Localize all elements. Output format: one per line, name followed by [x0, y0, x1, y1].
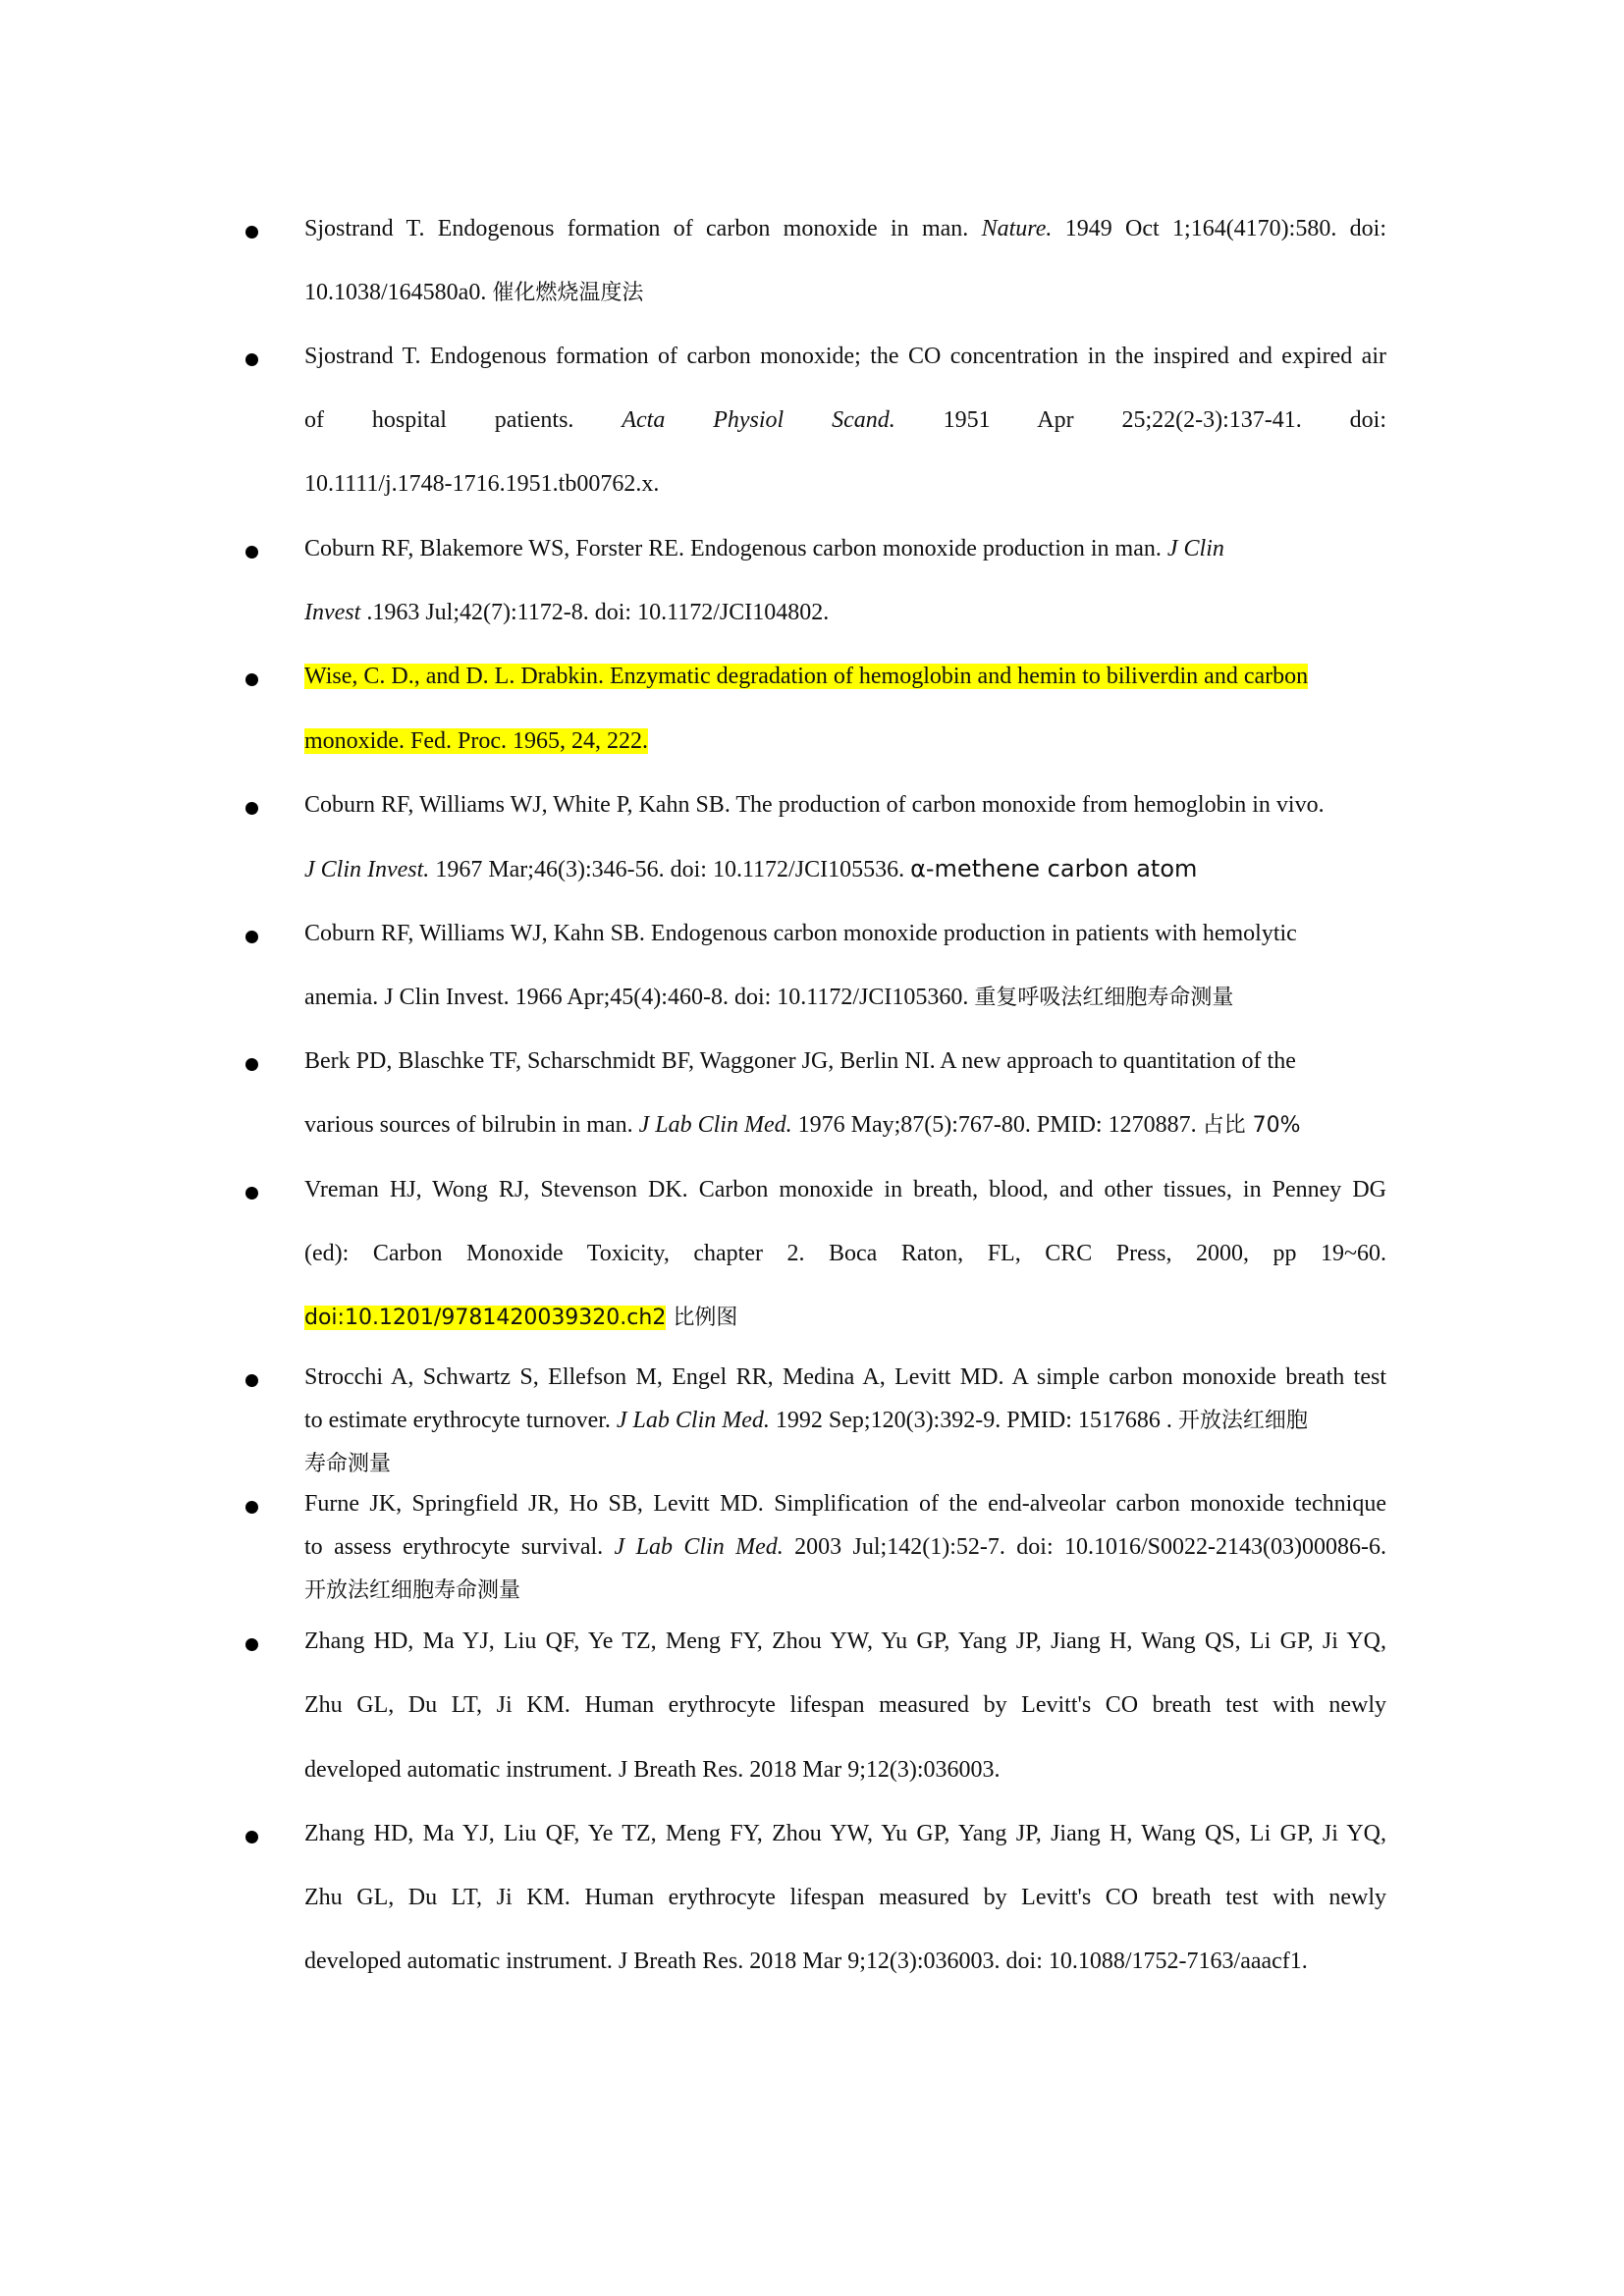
annotation-text: 占比 70% [1202, 1113, 1301, 1138]
reference-line [304, 1627, 1386, 1656]
reference-line [304, 1239, 1386, 1268]
bullet-icon [245, 1058, 258, 1071]
reference-line [304, 1449, 1386, 1479]
reference-line [304, 1947, 1386, 1976]
bullet-icon [245, 931, 258, 943]
reference-text: developed automatic instrument. J Breath Res. 2018 Mar 9;12(3):036003. [304, 1757, 1001, 1783]
reference-text: various sources of bilrubin in man. [304, 1112, 639, 1138]
reference-text: Sjostrand T. Endogenous formation of carbon monoxide; the CO concentration in the inspired and expired air [304, 344, 1386, 369]
reference-line [304, 1690, 1386, 1720]
reference-line [304, 1175, 1386, 1204]
reference-line [304, 983, 1386, 1013]
journal-name: J Lab Clin Med. [614, 1534, 784, 1560]
reference-text: Vreman HJ, Wong RJ, Stevenson DK. Carbon monoxide in breath, blood, and other tissues, in Penney DG [304, 1177, 1386, 1202]
reference-line [304, 854, 1386, 884]
journal-name: Acta Physiol Scand. [622, 407, 895, 433]
reference-text: Zhang HD, Ma YJ, Liu QF, Ye TZ, Meng FY, Zhou YW, Yu GP, Yang JP, Jiang H, Wang QS, Li GP, Ji YQ, [304, 1629, 1386, 1654]
reference-line [304, 1489, 1386, 1519]
reference-text: Zhu GL, Du LT, Ji KM. Human erythrocyte lifespan measured by Levitt's CO breath test with newly [304, 1692, 1386, 1718]
annotation-text: 开放法红细胞寿命测量 [304, 1578, 521, 1603]
journal-name: Nature. [981, 216, 1053, 241]
reference-text: 1949 Oct 1;164(4170):580. doi: [1052, 216, 1387, 241]
annotation-text: 寿命测量 [304, 1452, 392, 1476]
reference-line [304, 726, 1386, 756]
reference-text: monoxide. Fed. Proc. 1965, 24, 222. [304, 728, 648, 754]
bullet-icon [245, 546, 258, 559]
annotation-text: 重复呼吸法红细胞寿命测量 [974, 986, 1234, 1010]
annotation-text: 比例图 [666, 1306, 738, 1330]
reference-text: 1967 Mar;46(3):346-56. doi: 10.1172/JCI105536. [429, 857, 911, 882]
annotation-text: doi:10.1201/9781420039320.ch2 [304, 1306, 667, 1330]
annotation-text: 催化燃烧温度法 [492, 281, 644, 305]
reference-text: 2003 Jul;142(1):52-7. doi: 10.1016/S0022-2143(03)00086-6. [783, 1534, 1386, 1560]
reference-line [304, 405, 1386, 435]
reference-text: Wise, C. D., and D. L. Drabkin. Enzymatic degradation of hemoglobin and hemin to biliverdin and carbon [304, 664, 1309, 689]
journal-name: J Clin Invest. [304, 857, 430, 882]
reference-text: Sjostrand T. Endogenous formation of carbon monoxide in man. [304, 216, 982, 241]
reference-text: Zhu GL, Du LT, Ji KM. Human erythrocyte lifespan measured by Levitt's CO breath test with newly [304, 1885, 1386, 1910]
reference-text: to assess erythrocyte survival. [304, 1534, 615, 1560]
bullet-icon [245, 673, 258, 686]
reference-line [304, 1362, 1386, 1392]
reference-line [304, 1406, 1386, 1436]
reference-line [304, 1303, 1386, 1333]
bullet-icon [245, 802, 258, 815]
journal-name: J Clin [1166, 536, 1224, 561]
reference-text: Coburn RF, Williams WJ, White P, Kahn SB. The production of carbon monoxide from hemoglobin in vivo. [304, 792, 1325, 818]
bullet-icon [245, 1638, 258, 1651]
reference-text: (ed): Carbon Monoxide Toxicity, chapter 2. Boca Raton, FL, CRC Press, 2000, pp 19~60. [304, 1241, 1386, 1266]
reference-line [304, 662, 1386, 691]
bullet-icon [245, 353, 258, 366]
bullet-icon [245, 1374, 258, 1387]
reference-text: Strocchi A, Schwartz S, Ellefson M, Engel RR, Medina A, Levitt MD. A simple carbon monoxide breath test [304, 1364, 1386, 1390]
reference-line [304, 1755, 1386, 1785]
bullet-icon [245, 226, 258, 239]
reference-line [304, 1819, 1386, 1848]
reference-text: of hospital patients. [304, 407, 623, 433]
bullet-icon [245, 1187, 258, 1200]
reference-line [304, 919, 1386, 948]
reference-text: anemia. J Clin Invest. 1966 Apr;45(4):460-8. doi: 10.1172/JCI105360. [304, 985, 975, 1010]
bullet-icon [245, 1501, 258, 1514]
reference-line [304, 1110, 1386, 1141]
reference-text: 10.1111/j.1748-1716.1951.tb00762.x. [304, 471, 660, 497]
annotation-text: α-methene carbon atom [910, 855, 1198, 882]
bullet-icon [245, 1831, 258, 1843]
journal-name: J Lab Clin Med. [638, 1112, 792, 1138]
reference-line [304, 214, 1386, 243]
reference-line [304, 342, 1386, 371]
reference-line [304, 1532, 1386, 1562]
reference-line [304, 790, 1386, 820]
reference-text: Furne JK, Springfield JR, Ho SB, Levitt MD. Simplification of the end-alveolar carbon monoxide technique [304, 1491, 1386, 1517]
reference-text: to estimate erythrocyte turnover. [304, 1408, 617, 1433]
reference-line [304, 469, 1386, 499]
reference-text: 1976 May;87(5):767-80. PMID: 1270887. [791, 1112, 1203, 1138]
reference-text: Coburn RF, Williams WJ, Kahn SB. Endogenous carbon monoxide production in patients with hemolytic [304, 921, 1297, 946]
journal-name: J Lab Clin Med. [616, 1408, 770, 1433]
reference-text: Zhang HD, Ma YJ, Liu QF, Ye TZ, Meng FY, Zhou YW, Yu GP, Yang JP, Jiang H, Wang QS, Li GP, Ji YQ, [304, 1821, 1386, 1846]
reference-text: developed automatic instrument. J Breath Res. 2018 Mar 9;12(3):036003. doi: 10.1088/1752-7163/aaacf1. [304, 1949, 1308, 1974]
reference-text: Berk PD, Blaschke TF, Scharschmidt BF, Waggoner JG, Berlin NI. A new approach to quantitation of the [304, 1048, 1296, 1074]
reference-line [304, 278, 1386, 308]
reference-text: 1951 Apr 25;22(2-3):137-41. doi: [894, 407, 1387, 433]
reference-text: 10.1038/164580a0. [304, 280, 493, 305]
reference-line [304, 1883, 1386, 1912]
annotation-text: 开放法红细胞 [1177, 1409, 1308, 1433]
reference-line [304, 1575, 1386, 1606]
reference-line [304, 534, 1386, 563]
reference-line [304, 598, 1386, 627]
reference-text: Coburn RF, Blakemore WS, Forster RE. Endogenous carbon monoxide production in man. [304, 536, 1167, 561]
journal-name: Invest [304, 600, 361, 625]
reference-text: .1963 Jul;42(7):1172-8. doi: 10.1172/JCI104802. [360, 600, 830, 625]
reference-line [304, 1046, 1386, 1076]
reference-text: 1992 Sep;120(3):392-9. PMID: 1517686 . [769, 1408, 1178, 1433]
